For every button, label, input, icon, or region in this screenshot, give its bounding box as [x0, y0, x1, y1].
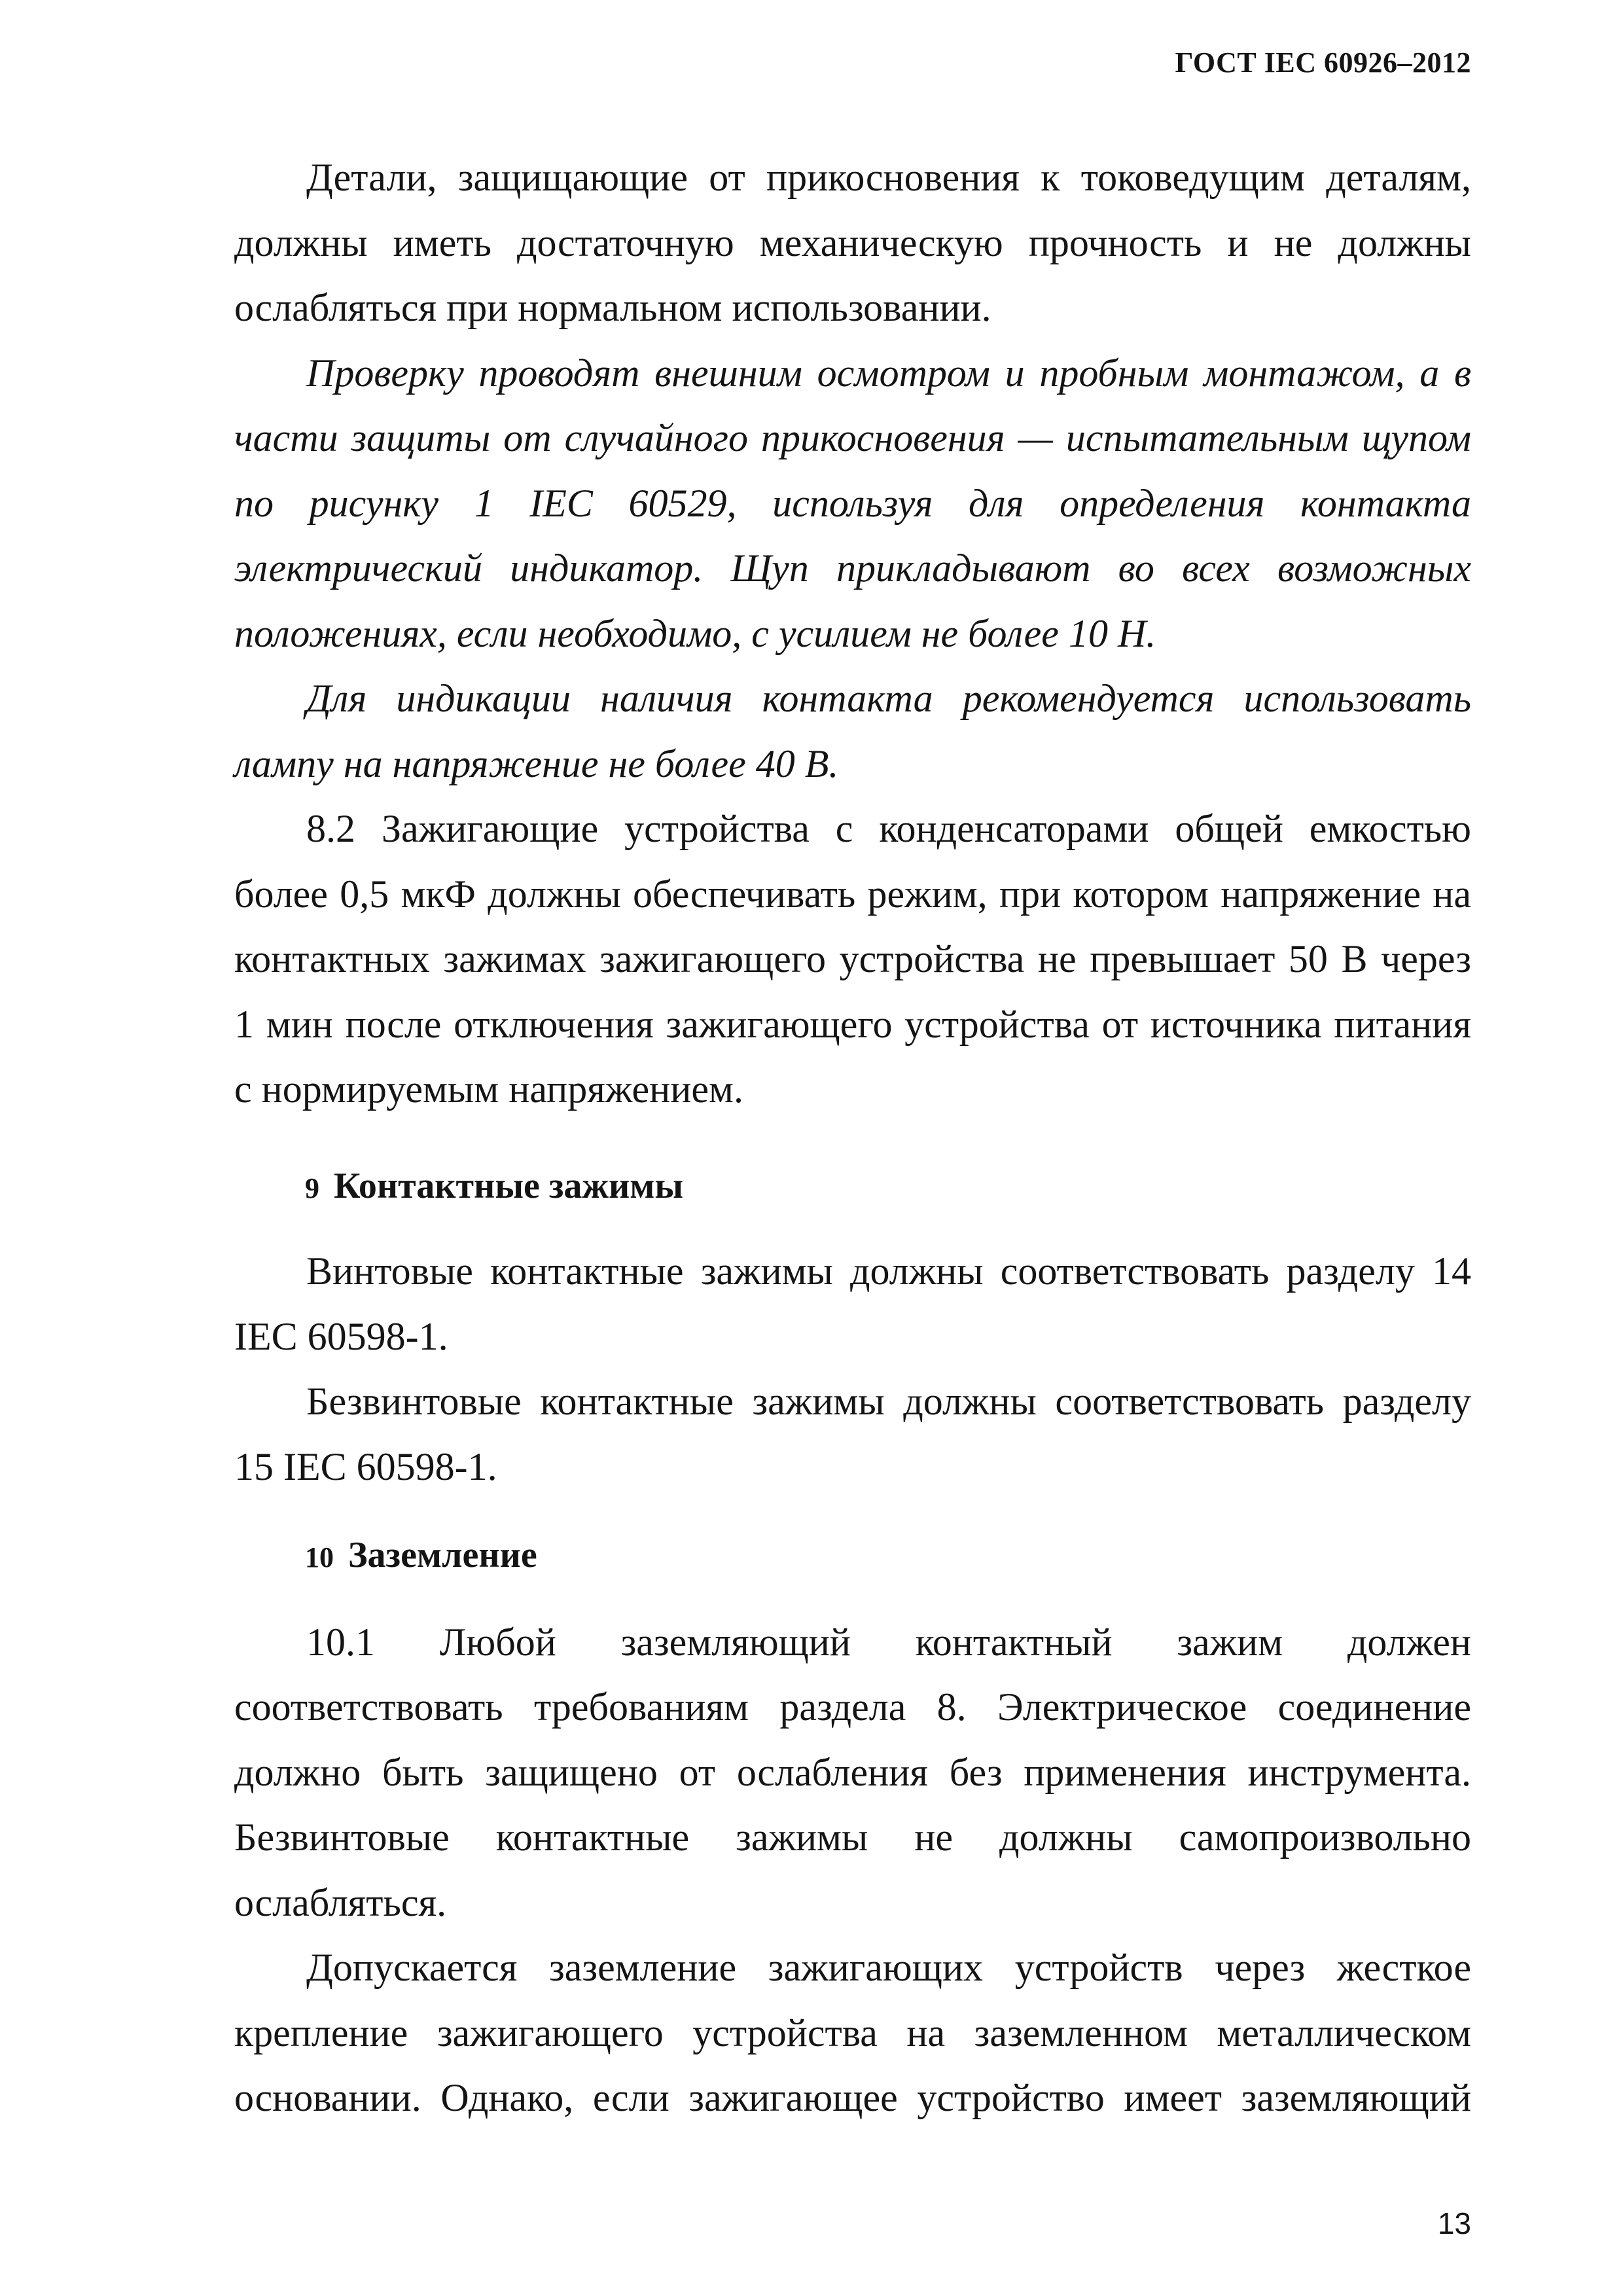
section-title: Контактные зажимы — [334, 1165, 684, 1206]
paragraph-clause-8-2: 8.2 Зажигающие устройства с конденсаторами общей емкостью более 0,5 мкФ должны обеспечивать режим, при котором напряжение на контактных зажимах зажигающего устройства не превышает 50 В через 1 мин после отключения зажигающего устройства от источника питания с нормируемым напряжением. — [234, 807, 1471, 1111]
page-body — [234, 145, 1471, 2131]
section-heading-9 — [234, 1154, 1471, 1221]
section-number: 10 — [305, 1541, 334, 1573]
paragraph-clause-10-1: 10.1 Любой заземляющий контактный зажим должен соответствовать требованиям раздела 8. Электрическое соединение должно быть защищено от ослабления без применения инструмента. Безвинтовые контактные зажимы не должны самопроизвольно ослабляться. — [234, 1620, 1471, 1924]
section-heading-10 — [234, 1523, 1471, 1590]
paragraph-screw-terminals: Винтовые контактные зажимы должны соответствовать разделу 14 IEC 60598-1. — [234, 1249, 1471, 1358]
page-number: 13 — [1437, 2206, 1471, 2240]
paragraph-earthing-mounting: Допускается заземление зажигающих устройств через жесткое крепление зажигающего устройства на заземленном металлическом основании. Однако, если зажигающее устройство имеет заземляющий — [234, 1946, 1471, 2119]
section-title: Заземление — [348, 1535, 537, 1575]
paragraph-screwless-terminals: Безвинтовые контактные зажимы должны соответствовать разделу 15 IEC 60598-1. — [234, 1380, 1471, 1488]
paragraph-lamp-note: Для индикации наличия контакта рекомендуется использовать лампу на напряжение не более 40 В. — [234, 677, 1471, 785]
paragraph-check-method: Проверку проводят внешним осмотром и пробным монтажом, а в части защиты от случайного прикосновения — испытательным щупом по рисунку 1 IEC 60529, используя для определения контакта электрический индикатор. Щуп прикладывают во всех возможных положениях, если необходимо, с усилием не более 10 Н. — [234, 351, 1471, 655]
document-code-header: ГОСТ IEC 60926–2012 — [1175, 46, 1471, 79]
section-number: 9 — [305, 1172, 319, 1204]
paragraph-protective-parts: Детали, защищающие от прикосновения к токоведущим деталям, должны иметь достаточную механическую прочность и не должны ослабляться при нормальном использовании. — [234, 156, 1471, 329]
